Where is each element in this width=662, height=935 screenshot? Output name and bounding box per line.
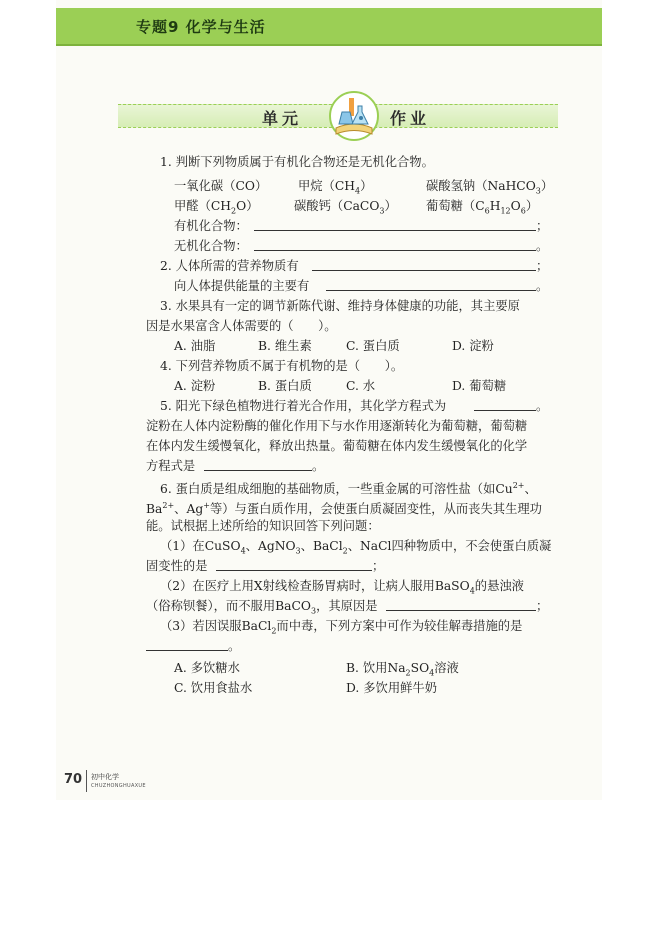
q1-inorganic-label: 无机化合物： xyxy=(174,239,248,253)
q1-item-ch4: 甲烷$(CH_4)$ xyxy=(298,179,373,196)
q1-item-ch2o: 甲醛$(CH_2O)$ xyxy=(174,199,259,216)
q3-option-a[interactable]: A. 油脂 xyxy=(174,339,216,353)
q3-line2: 因是水果富含人体需要的（ ）。 xyxy=(146,319,337,333)
q4-option-b[interactable]: B. 蛋白质 xyxy=(258,379,312,393)
q5-line2: 淀粉在人体内淀粉酶的催化作用下与水作用逐渐转化为葡萄糖，葡萄糖 xyxy=(146,419,528,433)
q6-sub1-line2: 固变性的是 xyxy=(146,559,208,573)
q6-line3: 能。试根据上述所给的知识回答下列问题： xyxy=(146,519,380,533)
q5-line1: 5. 阳光下绿色植物进行着光合作用，其化学方程式为 xyxy=(160,399,447,413)
q3-option-b[interactable]: B. 维生素 xyxy=(258,339,312,353)
q2-line1: 2. 人体所需的营养物质有 xyxy=(160,259,299,273)
q2-period: 。 xyxy=(536,279,549,293)
q3-option-c[interactable]: C. 蛋白质 xyxy=(346,339,400,353)
q6-line2: $Ba^{2+}$、Ag+等）与蛋白质作用，会使蛋白质凝固变性，从而丧失其生理功 xyxy=(146,501,542,517)
chapter-header xyxy=(56,8,602,46)
q4-line1: 4. 下列营养物质不属于有机物的是（ ）。 xyxy=(160,359,404,373)
q6-option-c[interactable]: C. 饮用食盐水 xyxy=(174,681,253,695)
q6-sub2-end: ； xyxy=(536,599,549,613)
q2-nutrients-blank[interactable] xyxy=(312,256,536,271)
q6-option-b[interactable]: B. 饮用$Na_2SO_4$溶液 xyxy=(346,661,459,678)
q1-organic-label: 有机化合物： xyxy=(174,219,248,233)
unit-title-left: 单元 xyxy=(262,109,303,128)
q5-line1-end: 。 xyxy=(536,399,549,413)
q2-semi: ； xyxy=(536,259,549,273)
q3-option-d[interactable]: D. 淀粉 xyxy=(452,339,494,353)
chapter-title: 专题9 化学与生活 xyxy=(136,18,266,36)
q6-sub2-line2: （俗称钡餐），而不服用BaCO$_3$，其原因是 xyxy=(146,599,378,616)
q5-line4-end: 。 xyxy=(312,459,325,473)
q4-option-d[interactable]: D. 葡萄糖 xyxy=(452,379,507,393)
footer-divider xyxy=(86,770,87,792)
unit-title-right: 作业 xyxy=(390,109,431,128)
q1-organic-semi: ； xyxy=(536,219,549,233)
q5-photosynthesis-blank[interactable] xyxy=(474,396,536,411)
q4-option-c[interactable]: C. 水 xyxy=(346,379,376,393)
q2-energy-blank[interactable] xyxy=(326,276,536,291)
q1-item-glucose: 葡萄糖$(C_6H_{12}O_6)$ xyxy=(426,199,539,216)
footer-book-title: 初中化学 xyxy=(91,773,119,781)
q3-line1: 3. 水果具有一定的调节新陈代谢、维持身体健康的功能，其主要原 xyxy=(160,299,520,313)
page-number: 70 xyxy=(64,772,83,787)
q6-sub1-blank[interactable] xyxy=(216,556,372,571)
q1-item-nahco3: 碳酸氢钠（NaHCO$_3$） xyxy=(426,179,554,196)
q1-inorganic-blank[interactable] xyxy=(254,236,536,251)
flask-book-icon xyxy=(328,90,380,142)
q5-oxidation-blank[interactable] xyxy=(204,456,312,471)
q1-stem: 1. 判断下列物质属于有机化合物还是无机化合物。 xyxy=(160,155,434,169)
q6-sub3-blank[interactable] xyxy=(146,636,228,651)
q6-option-d[interactable]: D. 多饮用鲜牛奶 xyxy=(346,681,438,695)
q1-item-caco3: 碳酸钙（CaCO$_3$） xyxy=(294,199,397,216)
q1-organic-blank[interactable] xyxy=(254,216,536,231)
q4-option-a[interactable]: A. 淀粉 xyxy=(174,379,216,393)
q6-sub1-end: ； xyxy=(372,559,385,573)
q2-line2: 向人体提供能量的主要有 xyxy=(174,279,310,293)
q6-sub3-end: 。 xyxy=(228,639,241,653)
q6-sub2-line1: （2）在医疗上用X射线检查肠胃病时，让病人服用BaSO$_4$的悬浊液 xyxy=(160,579,524,596)
q6-sub3-line1: （3）若因误服BaCl$_2$而中毒，下列方案中可作为较佳解毒措施的是 xyxy=(160,619,523,636)
footer-book-pinyin: CHUZHONGHUAXUE xyxy=(91,783,146,789)
q6-option-a[interactable]: A. 多饮糖水 xyxy=(174,661,240,675)
q1-item-co: 一氧化碳（CO） xyxy=(174,179,268,193)
q6-line1: 6. 蛋白质是组成细胞的基础物质，一些重金属的可溶性盐（如$Cu^{2+}$、 xyxy=(160,481,537,497)
q5-line4: 方程式是 xyxy=(146,459,196,473)
q6-sub2-blank[interactable] xyxy=(386,596,536,611)
q1-inorganic-period: 。 xyxy=(536,239,549,253)
q6-sub1-line1: （1）在CuSO$_4$、AgNO$_3$、BaCl$_2$、NaCl四种物质中，不会使蛋白质凝 xyxy=(160,539,552,556)
q5-line3: 在体内发生缓慢氧化，释放出热量。葡萄糖在体内发生缓慢氧化的化学 xyxy=(146,439,528,453)
